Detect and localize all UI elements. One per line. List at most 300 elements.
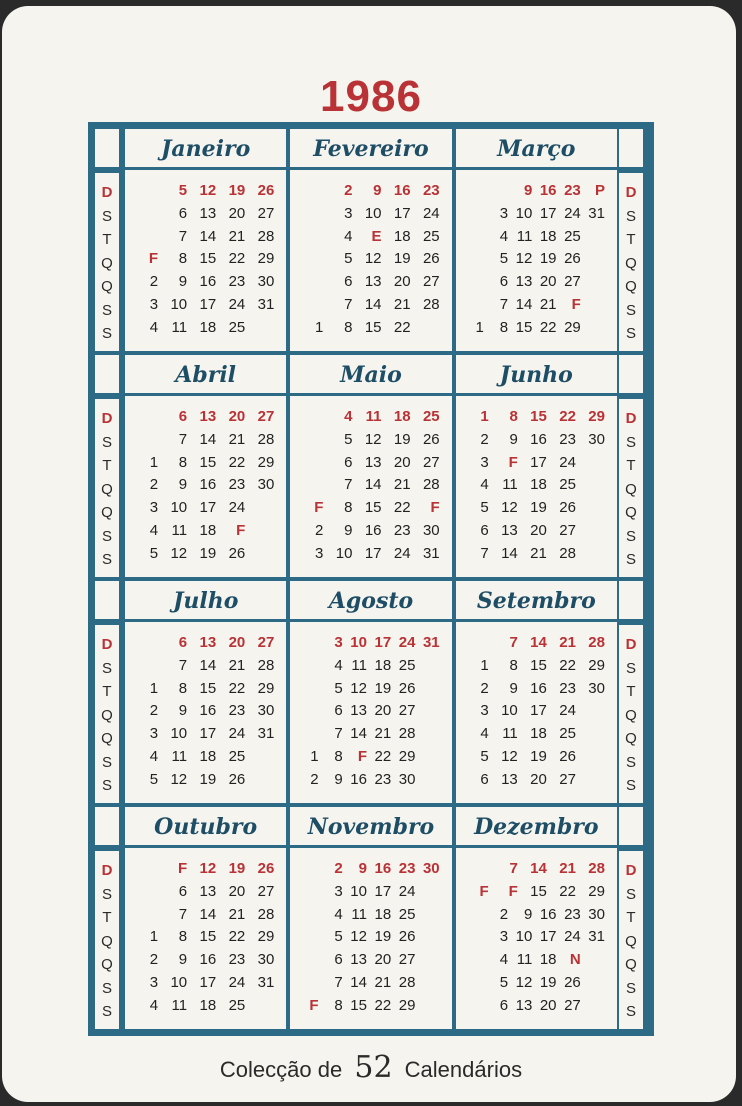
day-number: 16 xyxy=(199,476,217,494)
day-number: 25 xyxy=(559,476,576,494)
day-number: 14 xyxy=(515,296,533,313)
day-number: F xyxy=(508,882,518,900)
day-number: 20 xyxy=(539,273,557,291)
day-number: 2 xyxy=(499,905,509,923)
day-number: 7 xyxy=(334,725,343,743)
day-number: 1 xyxy=(149,679,159,697)
day-number: 4 xyxy=(480,476,489,494)
day-number: 15 xyxy=(199,453,217,471)
day-number: 22 xyxy=(559,656,576,674)
day-number: 26 xyxy=(564,250,581,268)
day-number: 6 xyxy=(344,453,353,471)
day-number: 19 xyxy=(199,544,217,562)
day-number: 13 xyxy=(364,273,382,291)
day-number: 4 xyxy=(344,227,353,245)
day-letter-column xyxy=(619,173,643,351)
day-letter: S xyxy=(101,527,112,545)
day-number: 11 xyxy=(365,408,382,425)
day-number: 12 xyxy=(170,544,188,562)
day-number: 17 xyxy=(199,974,217,991)
day-number: 8 xyxy=(178,928,188,946)
day-number: 5 xyxy=(149,770,159,788)
day-letter: T xyxy=(626,909,636,926)
day-number: 4 xyxy=(334,656,343,674)
day-number: 1 xyxy=(149,928,159,946)
day-number: 23 xyxy=(228,702,246,720)
day-number: 27 xyxy=(559,522,576,539)
day-number: 28 xyxy=(257,905,275,923)
day-number: 27 xyxy=(559,770,576,788)
month-name: Fevereiro xyxy=(290,129,451,170)
day-number: 1 xyxy=(480,408,489,425)
day-number: 7 xyxy=(509,860,518,877)
day-number: 10 xyxy=(350,882,367,900)
day-number: 30 xyxy=(588,679,605,697)
day-number: 19 xyxy=(228,860,246,877)
day-number: 6 xyxy=(499,273,509,291)
day-number: 10 xyxy=(170,296,188,313)
day-number: 14 xyxy=(199,430,217,448)
day-number: 12 xyxy=(515,250,533,268)
day-number: 27 xyxy=(257,408,275,425)
day-letter: Q xyxy=(101,278,113,295)
day-number: 11 xyxy=(516,227,533,245)
day-letter: Q xyxy=(625,254,637,272)
day-number: 8 xyxy=(178,679,188,697)
day-number: 12 xyxy=(364,430,382,448)
day-number: 26 xyxy=(422,250,440,268)
day-number: 5 xyxy=(149,544,159,562)
day-number: 8 xyxy=(344,499,353,517)
day-number: 20 xyxy=(393,273,411,291)
day-number: 12 xyxy=(501,499,518,517)
day-number: 14 xyxy=(350,974,367,991)
day-number: 8 xyxy=(509,408,518,425)
day-number: 17 xyxy=(530,702,547,720)
day-number: 8 xyxy=(178,250,188,268)
day-number: 7 xyxy=(499,296,509,313)
day-number: 13 xyxy=(501,770,518,788)
day-letter: Q xyxy=(101,730,113,747)
day-letter: Q xyxy=(101,254,113,272)
day-number: 15 xyxy=(199,679,217,697)
month-name: Abril xyxy=(125,355,286,396)
day-number: 30 xyxy=(422,522,440,539)
day-number: 1 xyxy=(315,318,324,336)
day-number: 10 xyxy=(515,928,533,946)
day-number: 6 xyxy=(178,408,188,425)
day-letter: S xyxy=(625,885,636,903)
day-number: 9 xyxy=(178,476,188,494)
day-number: 10 xyxy=(350,634,367,651)
day-number: 24 xyxy=(228,499,246,517)
day-number: 14 xyxy=(501,544,518,562)
day-letter: S xyxy=(625,433,636,451)
day-number: 28 xyxy=(422,296,440,313)
day-number: 22 xyxy=(374,996,392,1014)
day-number: 15 xyxy=(364,499,382,517)
day-letter: Q xyxy=(101,504,113,521)
day-letter-column xyxy=(619,399,643,577)
month-block xyxy=(290,355,451,577)
day-number: 20 xyxy=(228,408,246,425)
corner-cell xyxy=(95,355,119,393)
day-letter: T xyxy=(626,457,636,474)
day-number: 5 xyxy=(344,250,353,268)
day-number: F xyxy=(508,453,518,471)
day-number: 3 xyxy=(499,204,509,222)
day-number: 21 xyxy=(393,296,411,313)
day-letter: S xyxy=(625,777,636,794)
day-number: 15 xyxy=(530,882,547,900)
day-number: 7 xyxy=(178,656,188,674)
day-number: 12 xyxy=(364,250,382,268)
day-letter: Q xyxy=(625,706,637,724)
day-number: 14 xyxy=(199,656,217,674)
day-number: 11 xyxy=(351,656,367,674)
day-number: 21 xyxy=(228,905,246,923)
day-number: 26 xyxy=(257,860,275,877)
day-number: 3 xyxy=(149,974,159,991)
day-number: 20 xyxy=(374,702,392,720)
day-number: 10 xyxy=(364,204,382,222)
day-letter: S xyxy=(101,1003,112,1020)
day-number: 22 xyxy=(559,408,576,425)
day-number: 18 xyxy=(199,996,217,1014)
day-number: 15 xyxy=(199,250,217,268)
day-number: 12 xyxy=(515,974,533,991)
day-number: 3 xyxy=(149,725,159,743)
day-number: 4 xyxy=(149,748,159,765)
day-number: 25 xyxy=(564,227,581,245)
day-number: 29 xyxy=(588,408,605,425)
day-number: 9 xyxy=(334,770,343,788)
day-letter: D xyxy=(101,184,113,201)
day-number: 23 xyxy=(559,679,576,697)
day-letter: S xyxy=(101,325,112,342)
day-letter-column xyxy=(95,625,119,803)
day-number: 24 xyxy=(398,882,416,900)
day-number: 23 xyxy=(228,476,246,494)
day-number: 2 xyxy=(310,770,319,788)
day-number: 2 xyxy=(334,860,343,877)
day-number: 20 xyxy=(530,522,547,539)
day-number: 24 xyxy=(393,544,411,562)
day-number: 25 xyxy=(228,318,246,336)
day-number: 23 xyxy=(393,522,411,539)
day-number: 5 xyxy=(334,928,343,946)
day-number: 19 xyxy=(539,250,557,268)
day-number: 2 xyxy=(344,182,353,199)
day-letter: T xyxy=(102,231,112,248)
day-number: 26 xyxy=(257,182,275,199)
day-number: 28 xyxy=(559,544,576,562)
day-letter: S xyxy=(625,551,636,568)
day-letter: T xyxy=(626,683,636,700)
day-number: 19 xyxy=(374,679,392,697)
day-number: 18 xyxy=(199,522,217,539)
day-number: 16 xyxy=(199,702,217,720)
day-number: 9 xyxy=(509,430,518,448)
day-number: 9 xyxy=(178,951,188,969)
day-number: 11 xyxy=(171,318,188,336)
day-number: 21 xyxy=(530,544,547,562)
day-number: 15 xyxy=(350,996,367,1014)
day-number: 17 xyxy=(539,928,557,946)
day-number: P xyxy=(594,182,605,199)
day-letter: S xyxy=(101,885,112,903)
footer-number: 52 xyxy=(354,1050,393,1085)
month-block xyxy=(290,581,451,803)
day-number: 13 xyxy=(199,882,217,900)
day-number: 9 xyxy=(523,182,533,199)
day-letter: S xyxy=(101,777,112,794)
day-number: F xyxy=(148,250,159,268)
day-number: 26 xyxy=(559,748,576,765)
day-number: 19 xyxy=(228,182,246,199)
day-number: 9 xyxy=(178,273,188,291)
day-number: 31 xyxy=(422,634,440,651)
day-number: 4 xyxy=(149,996,159,1014)
day-letter: Q xyxy=(101,956,113,973)
day-number: 20 xyxy=(393,453,411,471)
day-letter: S xyxy=(101,551,112,568)
day-number: 11 xyxy=(502,725,518,743)
day-number: 17 xyxy=(530,453,547,471)
day-number: 10 xyxy=(335,544,353,562)
day-number: 15 xyxy=(199,928,217,946)
day-number: 22 xyxy=(228,453,246,471)
day-number: 11 xyxy=(171,996,188,1014)
day-number: 18 xyxy=(393,408,411,425)
month-block xyxy=(125,129,286,351)
day-number: 8 xyxy=(334,748,343,765)
day-number: 27 xyxy=(257,882,275,900)
month-days xyxy=(290,173,451,351)
day-number: 4 xyxy=(334,905,343,923)
day-number: 29 xyxy=(257,250,275,268)
day-number: 19 xyxy=(199,770,217,788)
day-number: 6 xyxy=(334,702,343,720)
day-number: 24 xyxy=(559,453,576,471)
day-letter: S xyxy=(625,325,636,342)
month-name: Agosto xyxy=(290,581,451,622)
day-number: 17 xyxy=(539,204,557,222)
day-number: 16 xyxy=(539,905,557,923)
day-number: 15 xyxy=(530,656,547,674)
month-name: Junho xyxy=(456,355,617,396)
day-number: 7 xyxy=(509,634,518,651)
day-number: 26 xyxy=(398,928,416,946)
day-number: 28 xyxy=(257,430,275,448)
month-block xyxy=(125,581,286,803)
corner-cell xyxy=(619,581,643,619)
day-number: 14 xyxy=(199,905,217,923)
day-number: 6 xyxy=(178,634,188,651)
day-number: 25 xyxy=(398,905,416,923)
month-block xyxy=(125,807,286,1029)
day-number: 6 xyxy=(480,770,489,788)
day-letter: Q xyxy=(625,932,637,950)
day-number: 3 xyxy=(334,882,343,900)
day-number: 13 xyxy=(364,453,382,471)
day-number: 21 xyxy=(374,725,392,743)
day-number: 12 xyxy=(199,860,217,877)
day-number: F xyxy=(430,499,440,517)
day-number: 12 xyxy=(350,679,367,697)
day-letter: D xyxy=(101,862,113,879)
day-number: 19 xyxy=(393,430,411,448)
month-days xyxy=(290,625,451,803)
day-letter: D xyxy=(101,410,113,427)
month-days xyxy=(456,851,617,1029)
day-number: 11 xyxy=(171,522,188,539)
day-number: 27 xyxy=(422,453,440,471)
day-number: 13 xyxy=(199,204,217,222)
day-letter: T xyxy=(102,683,112,700)
day-number: 3 xyxy=(499,928,509,946)
day-letter: Q xyxy=(625,504,637,521)
month-name: Julho xyxy=(125,581,286,622)
day-number: 20 xyxy=(530,770,547,788)
day-number: 4 xyxy=(499,227,509,245)
day-number: 6 xyxy=(178,882,188,900)
day-number: 19 xyxy=(530,748,547,765)
day-number: 21 xyxy=(539,296,557,313)
day-number: 3 xyxy=(480,453,489,471)
day-letter: S xyxy=(101,979,112,997)
day-number: 26 xyxy=(564,974,581,991)
day-number: 24 xyxy=(228,296,246,313)
day-number: 29 xyxy=(588,656,605,674)
day-letter: Q xyxy=(625,480,637,498)
day-number: 6 xyxy=(334,951,343,969)
day-number: 7 xyxy=(344,476,353,494)
day-number: 26 xyxy=(422,430,440,448)
day-number: 14 xyxy=(199,227,217,245)
day-number: 2 xyxy=(480,430,489,448)
day-number: 17 xyxy=(374,634,392,651)
day-number: F xyxy=(177,860,188,877)
month-days xyxy=(456,173,617,351)
day-number: 8 xyxy=(499,318,509,336)
month-block xyxy=(290,129,451,351)
day-number: E xyxy=(371,227,382,245)
day-number: 11 xyxy=(516,951,533,969)
day-number: 2 xyxy=(149,476,159,494)
day-number: 2 xyxy=(149,273,159,291)
month-name: Dezembro xyxy=(456,807,617,848)
day-letter: S xyxy=(101,301,112,319)
day-number: 11 xyxy=(171,748,188,765)
day-letter: S xyxy=(625,207,636,225)
day-number: 13 xyxy=(350,702,367,720)
month-days xyxy=(125,625,286,803)
day-number: 27 xyxy=(398,702,416,720)
day-number: 25 xyxy=(422,408,440,425)
day-letter: S xyxy=(625,1003,636,1020)
day-letter: T xyxy=(102,909,112,926)
day-number: 5 xyxy=(480,748,489,765)
day-number: 26 xyxy=(559,499,576,517)
month-days xyxy=(456,625,617,803)
day-number: F xyxy=(236,522,246,539)
day-letter: S xyxy=(625,301,636,319)
day-number: 6 xyxy=(178,204,188,222)
day-number: 23 xyxy=(374,770,392,788)
day-letter: S xyxy=(625,659,636,677)
month-name: Setembro xyxy=(456,581,617,622)
day-number: 30 xyxy=(588,905,605,923)
day-letter: S xyxy=(101,207,112,225)
day-number: 9 xyxy=(523,905,533,923)
day-number: 20 xyxy=(228,882,246,900)
day-number: 1 xyxy=(310,748,319,765)
day-number: 24 xyxy=(559,702,576,720)
month-block xyxy=(456,355,617,577)
day-number: 22 xyxy=(559,882,576,900)
day-number: 28 xyxy=(422,476,440,494)
day-letter: Q xyxy=(101,706,113,724)
day-number: 29 xyxy=(398,996,416,1014)
day-number: 30 xyxy=(422,860,440,877)
month-name: Janeiro xyxy=(125,129,286,170)
corner-cell xyxy=(619,129,643,167)
day-number: 17 xyxy=(199,499,217,517)
day-letter: T xyxy=(102,457,112,474)
month-name: Outubro xyxy=(125,807,286,848)
day-number: 7 xyxy=(334,974,343,991)
day-letter: S xyxy=(625,527,636,545)
day-number: 5 xyxy=(334,679,343,697)
day-letter-column xyxy=(619,851,643,1029)
day-number: 14 xyxy=(530,860,547,877)
day-number: 13 xyxy=(501,522,518,539)
day-number: 30 xyxy=(257,273,275,291)
day-number: 27 xyxy=(564,273,581,291)
day-letter-column xyxy=(619,625,643,803)
day-number: 3 xyxy=(149,499,159,517)
day-number: 16 xyxy=(393,182,411,199)
day-letter: S xyxy=(101,659,112,677)
month-days xyxy=(290,851,451,1029)
day-number: F xyxy=(479,882,489,900)
day-number: 18 xyxy=(539,227,557,245)
day-number: 25 xyxy=(398,656,416,674)
day-number: 24 xyxy=(422,204,440,222)
day-number: 24 xyxy=(564,928,581,946)
day-number: 18 xyxy=(530,476,547,494)
month-days xyxy=(125,851,286,1029)
day-number: 3 xyxy=(480,702,489,720)
day-number: 28 xyxy=(398,725,416,743)
day-number: 8 xyxy=(344,318,353,336)
day-number: F xyxy=(357,748,367,765)
day-number: F xyxy=(571,296,581,313)
day-number: 30 xyxy=(257,702,275,720)
day-number: 5 xyxy=(480,499,489,517)
day-number: 5 xyxy=(499,250,509,268)
day-letter: S xyxy=(625,753,636,771)
day-letter: Q xyxy=(625,278,637,295)
day-number: 22 xyxy=(393,318,411,336)
day-number: 22 xyxy=(228,679,246,697)
corner-cell xyxy=(95,807,119,845)
day-number: 17 xyxy=(393,204,411,222)
day-number: 2 xyxy=(149,702,159,720)
day-number: 20 xyxy=(228,634,246,651)
day-number: 16 xyxy=(539,182,557,199)
